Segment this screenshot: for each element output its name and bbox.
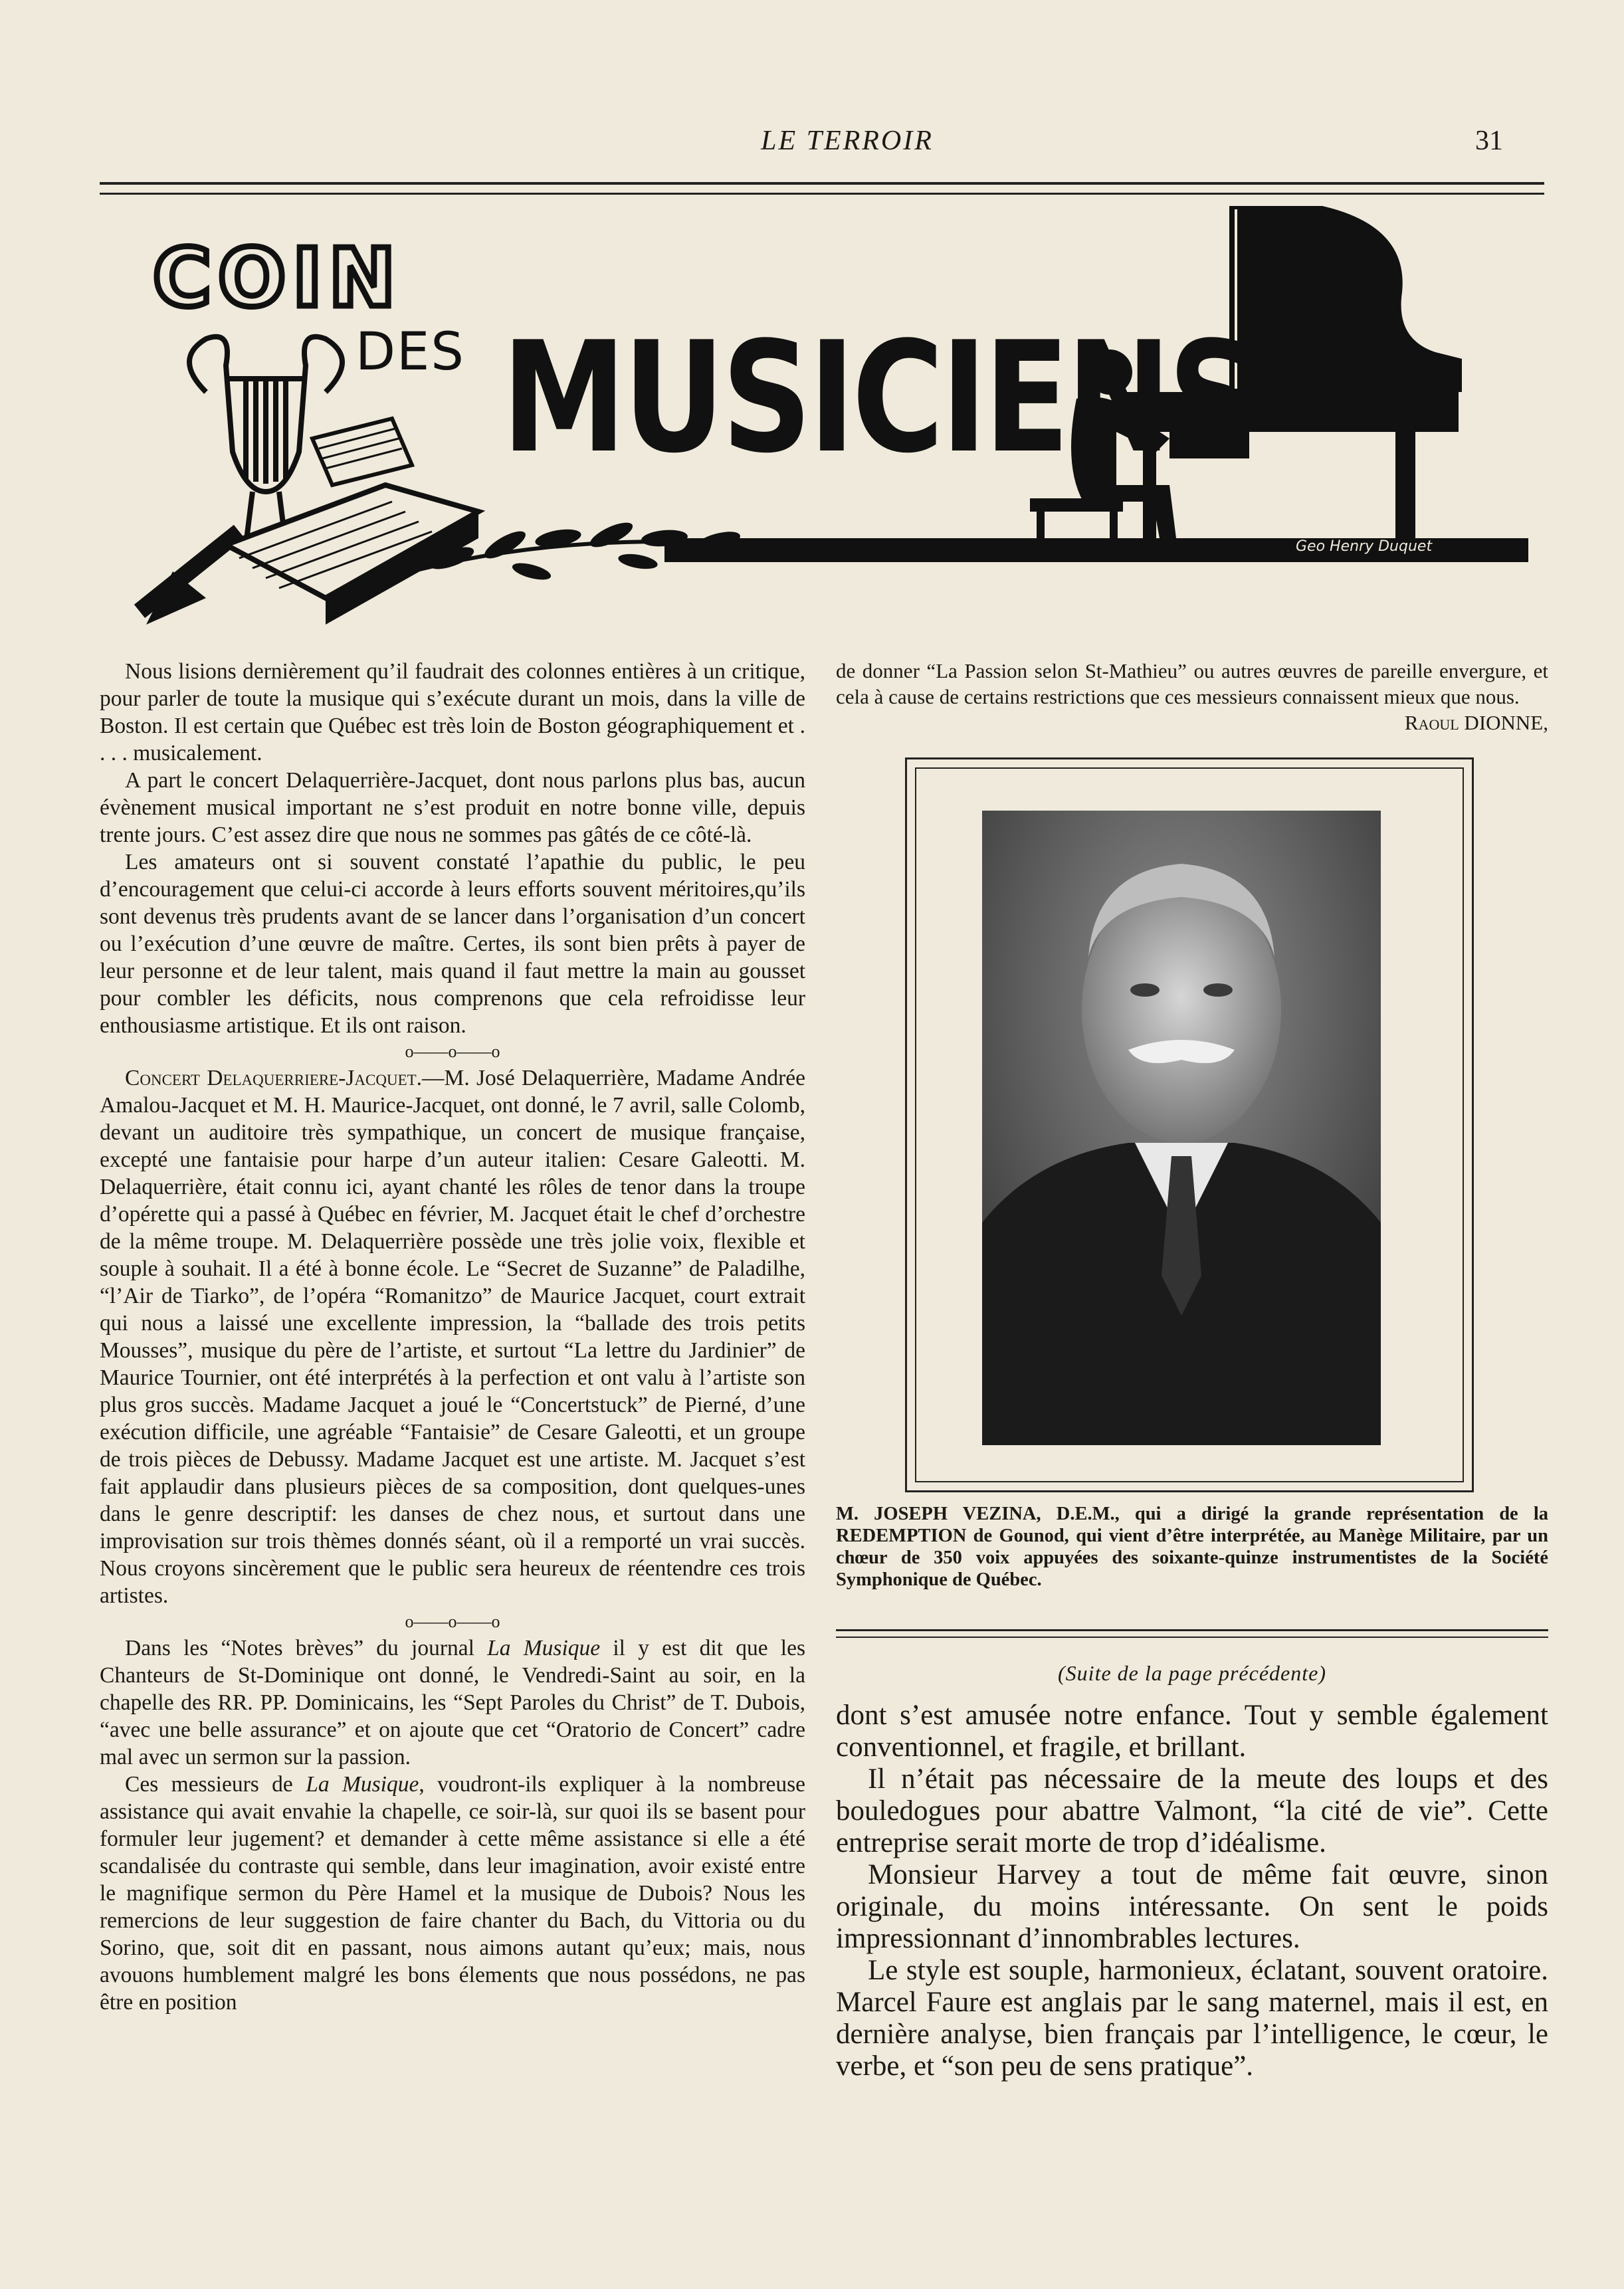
author-signature: Raoul DIONNE, — [1404, 711, 1548, 734]
journal-title: La Musique — [487, 1636, 601, 1660]
text-span: , voudront-ils expliquer à la nombreuse assistance qui avait envahie la chapelle, ce soir-là, sur quoi ils se basent pour formuler leur jugement? et demander à cette même assistance si elle a été scandalisée du contraste qui semble, dans leur imagination, avoir existé entre le magnifique sermon du Père Hamel et la musique de Dubois? Nous les remercions de leur suggestion de faire chanter du Bach, du Vittoria ou du Sorino, que, soit dit en passant, nous aimons autant qu’eux; mais, nous avouons humblement malgré les bons élements que nous possédons, ne pas être en position — [100, 1772, 806, 2015]
text-span: Ces messieurs de — [125, 1772, 306, 1797]
paragraph: Nous lisions dernièrement qu’il faudrait des colonnes entières à un critique, pour parler de toute la musique qui s’exécute durant un mois, dans la ville de Boston. Il est certain que Québec est très loin de Boston géographiquement et . . . . musicalement. — [100, 659, 805, 765]
top-rule — [100, 182, 1544, 195]
running-title: LE TERROIR — [761, 126, 934, 156]
paragraph — [100, 1635, 805, 1771]
section-rule — [836, 1629, 1548, 1638]
paragraph: Il n’était pas nécessaire de la meute des loups et des bouledogues pour abattre Valmont, “la cité de vie”. Cette entreprise serait morte de trop d’idéalisme. — [836, 1763, 1548, 1858]
paragraph — [100, 1771, 805, 2016]
banner-musiciens-text: MUSICIENS — [502, 310, 1255, 487]
left-column — [100, 658, 805, 2016]
section-separator: o——o——o — [405, 1612, 500, 1631]
right-column-bottom — [836, 1700, 1548, 2082]
banner-des-text: DES — [355, 322, 465, 382]
section-separator: o——o——o — [405, 1042, 500, 1061]
right-column-top — [836, 658, 1548, 736]
journal-title: La Musique — [306, 1772, 419, 1797]
continuation-note: (Suite de la page précédente) — [1058, 1661, 1326, 1685]
portrait-caption: M. JOSEPH VEZINA, D.E.M., qui a dirigé la grande représentation de la REDEMPTION de Gounod, qui vient d’être interprétée, au Manège Militaire, par un chœur de 350 voix appuyées des soixante-quinze instrumentistes de la Société Symphonique de Québec. — [836, 1504, 1548, 1590]
paragraph — [100, 1064, 805, 1609]
paragraph: Les amateurs ont si souvent constaté l’apathie du public, le peu d’encouragement que celui-ci accorde à leurs efforts souvent méritoires,qu’ils sont devenus très prudents avant de se lancer dans l’organisation d’un concert ou l’exécution d’une œuvre de maître. Certes, ils sont bien prêts à payer de leur personne et de leur talent, mais quand il faut mettre la main au gousset pour combler les déficits, nous comprenons que cela refroidisse leur enthousiasme artistique. Et ils ont raison. — [100, 850, 805, 1038]
continuation-text — [836, 658, 1548, 734]
portrait-photo — [982, 811, 1381, 1445]
artist-signature: Geo Henry Duquet — [1296, 538, 1433, 555]
text-span: de donner “La Passion selon St-Mathieu” ou autres œuvres de pareille envergure, et cela à cause de certains restrictions que ces messieurs connaissent mieux que nous. — [836, 659, 1548, 708]
coin-des-musiciens-banner — [133, 199, 1548, 658]
text-span: il y est dit que les Chanteurs de St-Dominique ont donné, le Vendredi-Saint au soir, en la chapelle des RR. PP. Dominicains, les “Sept Paroles du Christ” de T. Dubois, “avec une belle assurance” et on ajoute que cet “Oratorio de Concert” cadre mal avec un sermon sur la passion. — [100, 1636, 806, 1769]
text-span: Dans les “Notes brèves” du journal — [125, 1636, 488, 1660]
concert-heading: Concert Delaquerriere-Jacquet. — [125, 1066, 423, 1090]
paragraph: A part le concert Delaquerrière-Jacquet, dont nous parlons plus bas, aucun évènement musical important ne s’est produit en notre bonne ville, depuis trente jours. C’est assez dire que nous ne sommes pas gâtés de ce côté-là. — [100, 768, 805, 847]
paragraph: Monsieur Harvey a tout de même fait œuvre, sinon originale, du moins intéressante. On sent le poids impressionnant d’innombrables lectures. — [836, 1859, 1548, 1954]
paragraph: dont s’est amusée notre enfance. Tout y semble également conventionnel, et fragile, et brillant. — [836, 1700, 1548, 1763]
paragraph: Le style est souple, harmonieux, éclatant, souvent oratoire. Marcel Faure est anglais par le sang maternel, mais il est, en dernière analyse, bien français par l’intelligence, le cœur, le verbe, et “son peu de sens pratique”. — [836, 1955, 1548, 2082]
concert-text: —M. José Delaquerrière, Madame Andrée Amalou-Jacquet et M. H. Maurice-Jacquet, ont donné, le 7 avril, salle Colomb, devant un auditoire très sympathique, un concert de musique française, excepté une fantaisie pour harpe d’un auteur italien: Cesare Galeotti. M. Delaquerrière, était connu ici, ayant chanté les rôles de tenor dans la troupe d’opérette qui a passé à Québec en février, M. Jacquet était le chef d’orchestre de la même troupe. M. Delaquerrière possède une très jolie voix, flexible et souple à souhait. Il a été à bonne école. Le “Secret de Suzanne” de Paladilhe, “l’Air de Tiarko”, de l’opéra “Romanitzo” de Maurice Jacquet, court extrait qui nous a laissé une excellente impression, la “ballade des trois petits Mousses”, musique du père de l’artiste, et surtout “La lettre du Jardinier” de Maurice Tournier, ont été interprétés à la perfection et ont valu à l’artiste son plus gros succès. Madame Jacquet a joué le “Concertstuck” de Pierné, d’une exécution difficile, une agréable “Fantaisie” de Cesare Galeotti, et un groupe de trois pièces de Debussy. Madame Jacquet est une artiste. M. Jacquet s’est fait applaudir dans plusieurs pièces de sa composition, dont quelques-unes dans le genre descriptif: les danses de chez nous, et surtout dans une improvisation sur trois thèmes donnés séant, où il a remporté un vrai succès. Nous croyons sincèrement que le public sera heureux de réentendre ces trois artistes. — [100, 1066, 805, 1608]
banner-coin-text: COIN — [153, 233, 403, 325]
page-number: 31 — [1475, 126, 1503, 156]
